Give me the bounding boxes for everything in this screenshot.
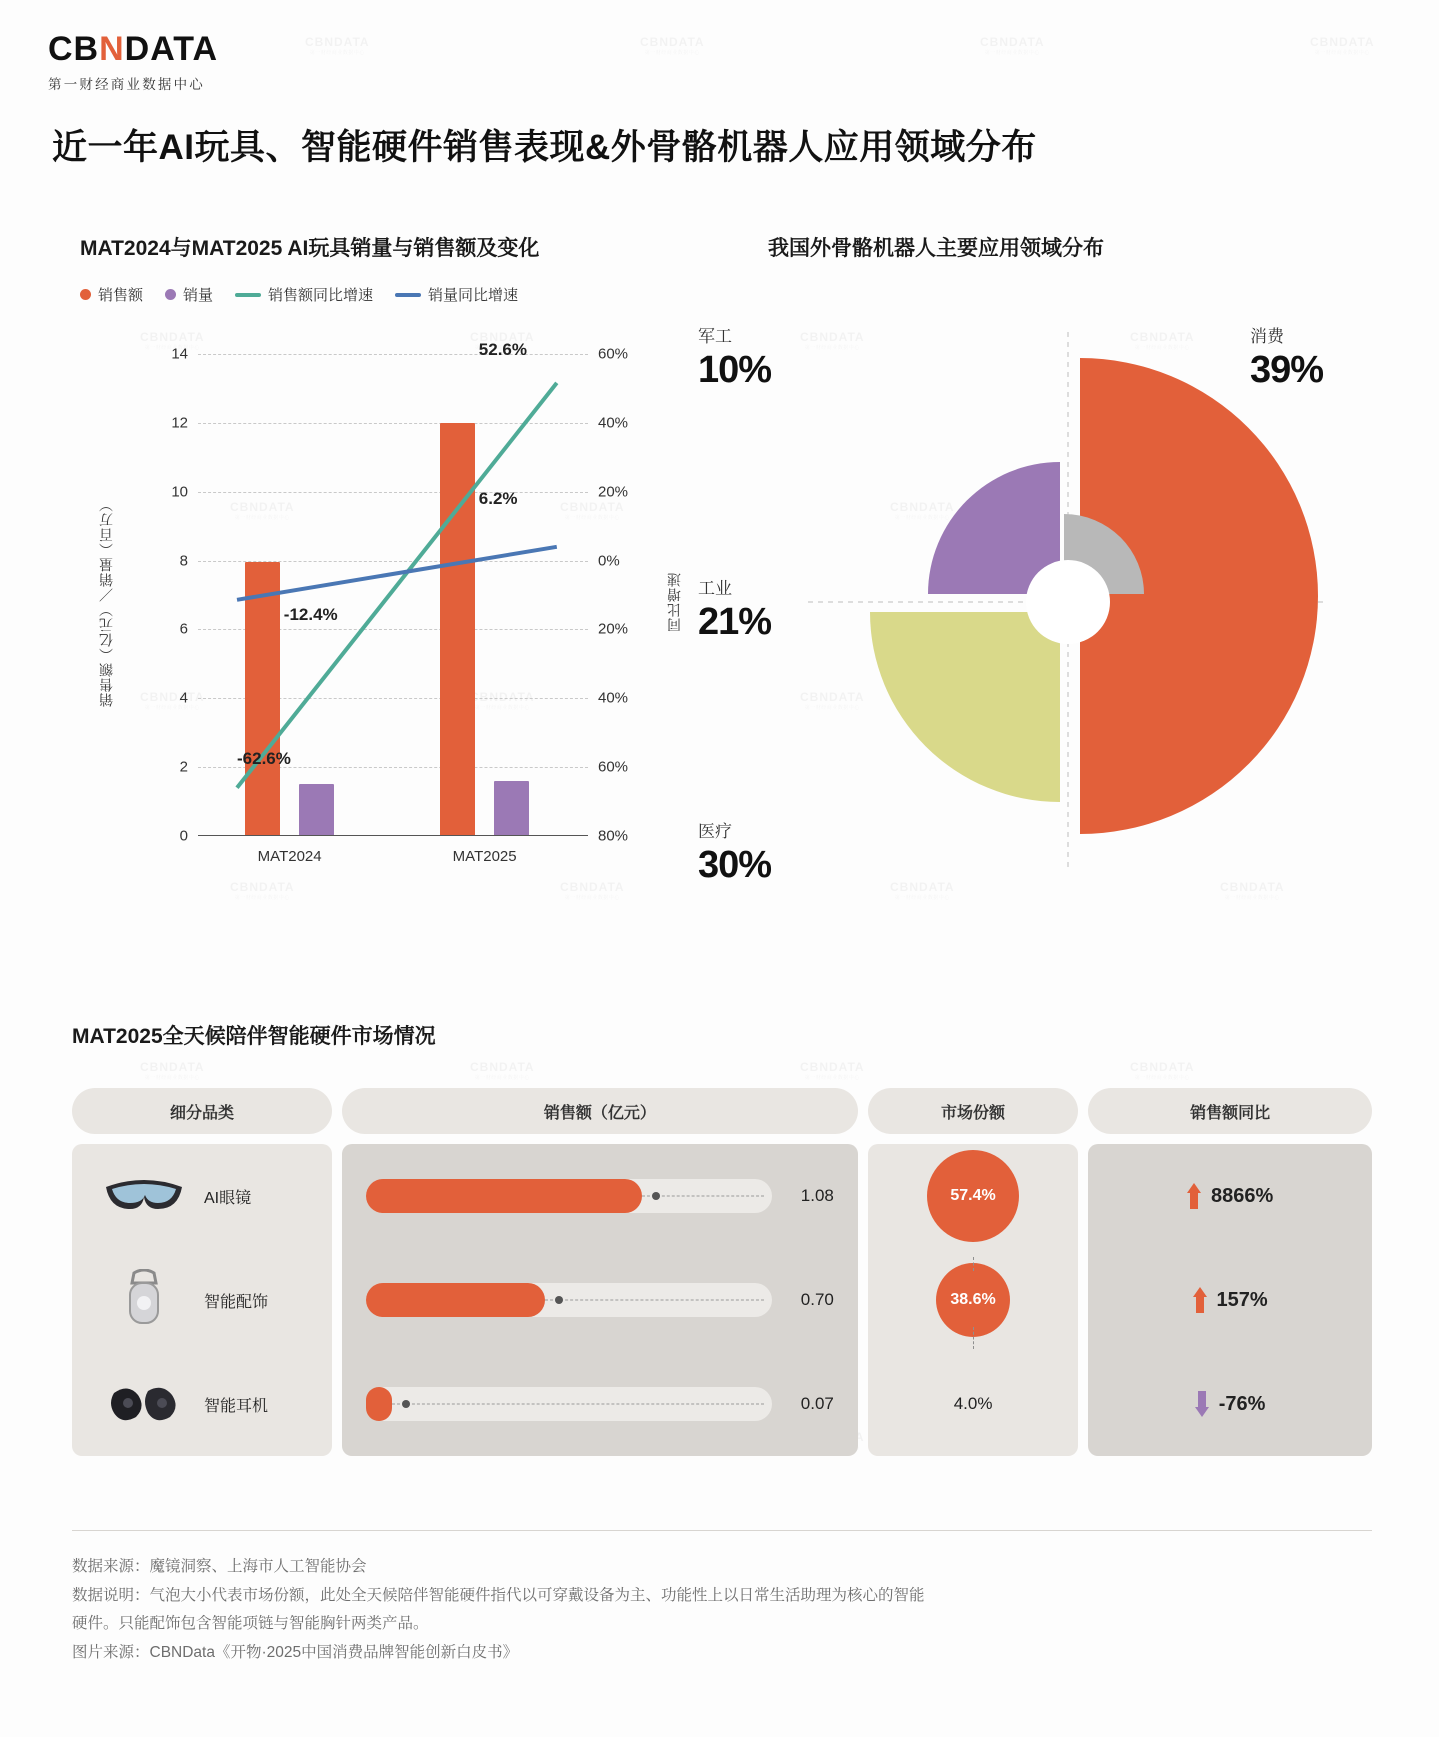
legend-label: 销售额 <box>98 287 144 304</box>
sales-bar-fill <box>366 1179 642 1213</box>
plot-region <box>98 332 682 872</box>
share-bubble: 57.4% <box>927 1150 1019 1242</box>
arrow-down-icon <box>1195 1391 1209 1417</box>
brand-logo <box>48 30 218 93</box>
footer-notes <box>72 1530 1372 1668</box>
table-title: MAT2025全天候陪伴智能硬件市场情况 <box>72 1025 436 1048</box>
annotation-amount-growth-2025: 52.6% <box>478 339 527 359</box>
logo-subtitle: 第一财经商业数据中心 <box>48 77 205 92</box>
table-row <box>868 1352 1078 1456</box>
watermark <box>980 35 1045 56</box>
table-row <box>868 1248 1078 1352</box>
y-tick-left: 14 <box>171 345 188 363</box>
table-row <box>1088 1352 1372 1456</box>
yoy-value: 8866% <box>1210 1184 1274 1207</box>
sales-bar-track <box>366 1179 772 1213</box>
y-tick-right: 20% <box>598 483 629 501</box>
logo-part-x: N <box>99 30 125 68</box>
rose-slice-consumer <box>1080 358 1318 834</box>
legend-label: 销量同比增速 <box>428 287 519 304</box>
rose-label-industry: 工业 21% <box>698 579 772 643</box>
column-header-share: 市场份额 <box>868 1088 1078 1134</box>
rose-label-military: 军工 10% <box>698 327 772 391</box>
y-tick-right: 60% <box>598 758 629 776</box>
legend-swatch-icon <box>165 289 176 300</box>
table-row <box>72 1352 332 1456</box>
bubble-connector <box>973 1327 974 1349</box>
sales-value: 0.07 <box>800 1394 834 1413</box>
sales-bar-connector <box>545 1300 764 1301</box>
legend-swatch-icon <box>80 289 91 300</box>
watermark <box>1310 35 1375 56</box>
table-row <box>1088 1144 1372 1248</box>
table-body <box>72 1144 1372 1456</box>
plot-area <box>171 339 629 865</box>
table-column-sales <box>342 1144 858 1456</box>
chart-legend-left <box>80 284 518 305</box>
footer-line-note-1: 数据说明：气泡大小代表市场份额，此处全天候陪伴智能硬件指代以可穿戴设备为主、功能性上以日常生活助理为核心的智能 <box>72 1586 925 1604</box>
table-column-share <box>868 1144 1078 1456</box>
y-tick-left: 12 <box>171 414 188 432</box>
y-tick-right: 20% <box>598 620 629 638</box>
hardware-market-table <box>72 1020 1372 1456</box>
chart-title-right: 我国外骨骼机器人主要应用领域分布 <box>768 237 1104 260</box>
arrow-up-icon <box>1193 1287 1207 1313</box>
table-column-category <box>72 1144 332 1456</box>
y-tick-right: 60% <box>598 345 629 363</box>
chart-title-left: MAT2024与MAT2025 AI玩具销量与销售额及变化 <box>80 237 540 260</box>
page-title: 近一年AI玩具、智能硬件销售表现&外骨骼机器人应用领域分布 <box>52 128 1037 167</box>
table-row <box>342 1248 858 1352</box>
table-header-row <box>72 1088 1372 1134</box>
logo-part-1: CB <box>48 30 100 68</box>
arrow-up-icon <box>1187 1183 1201 1209</box>
sales-bar-connector <box>642 1196 764 1197</box>
rose-svg <box>768 302 1368 902</box>
table-column-yoy <box>1088 1144 1372 1456</box>
sales-bar-dot <box>652 1192 660 1200</box>
watermark <box>305 35 370 56</box>
footer-line-note-2: 硬件。只能配饰包含智能项链与智能胸针两类产品。 <box>72 1615 429 1633</box>
y-tick-left: 4 <box>179 689 188 707</box>
annotation-amount-growth-2024: -62.6% <box>237 749 291 769</box>
y-axis-title-left: 销售额（亿元）／销量（百万） <box>98 497 114 707</box>
table-row <box>72 1248 332 1352</box>
sales-bar-fill <box>366 1283 545 1317</box>
y-tick-left: 8 <box>179 552 188 570</box>
footer-line-source: 数据来源：魔镜洞察、上海市人工智能协会 <box>72 1558 367 1575</box>
table-row <box>342 1144 858 1248</box>
sales-bar-track <box>366 1283 772 1317</box>
y-axis-title-right: 同比增速 <box>666 572 682 632</box>
ai-glasses-icon <box>98 1165 190 1227</box>
annotation-volume-growth-2025: 6.2% <box>478 488 518 508</box>
rose-label-consumer: 消费 39% <box>1250 327 1324 391</box>
legend-item-volume-growth <box>395 284 518 305</box>
y-tick-right: 0% <box>598 552 620 570</box>
category-label: AI眼镜 <box>204 1189 252 1207</box>
smart-accessory-icon <box>98 1269 190 1331</box>
line-volume-growth <box>237 547 557 600</box>
table-row <box>868 1144 1078 1248</box>
y-tick-left: 10 <box>171 483 188 501</box>
legend-label: 销量 <box>183 287 214 304</box>
legend-line-icon <box>235 293 261 297</box>
legend-item-sales-volume <box>165 284 213 305</box>
table-row <box>1088 1248 1372 1352</box>
y-tick-left: 2 <box>179 758 188 776</box>
y-tick-right: 80% <box>598 827 629 845</box>
share-bubble: 38.6% <box>936 1263 1010 1337</box>
x-tick-mat2025: MAT2025 <box>452 848 517 865</box>
sales-bar-fill <box>366 1387 392 1421</box>
table-row <box>342 1352 858 1456</box>
y-tick-left: 0 <box>179 827 188 845</box>
x-axis <box>198 835 588 836</box>
legend-item-sales-amount <box>80 284 143 305</box>
y-tick-right: 40% <box>598 689 629 707</box>
yoy-value: 157% <box>1216 1288 1268 1311</box>
rose-label-medical: 医疗 30% <box>698 822 772 886</box>
smart-earbuds-icon <box>98 1373 190 1435</box>
table-row <box>72 1144 332 1248</box>
exoskeleton-chart <box>698 232 1368 922</box>
sales-bar-dot <box>402 1400 410 1408</box>
column-header-yoy: 销售额同比 <box>1088 1088 1372 1134</box>
watermark <box>640 35 705 56</box>
sales-bar-dot <box>555 1296 563 1304</box>
logo-wordmark <box>48 30 218 69</box>
footer-line-image-source: 图片来源：CBNData《开物·2025中国消费品牌智能创新白皮书》 <box>72 1644 519 1662</box>
y-tick-right: 40% <box>598 414 629 432</box>
rose-slice-medical <box>870 612 1060 802</box>
legend-label: 销售额同比增速 <box>268 287 374 304</box>
column-header-category: 细分品类 <box>72 1088 332 1134</box>
legend-line-icon <box>395 293 421 297</box>
yoy-value: -76% <box>1218 1392 1266 1415</box>
rose-center-hole <box>1026 560 1110 644</box>
sales-bar-connector <box>392 1404 764 1405</box>
category-label: 智能配饰 <box>204 1293 269 1311</box>
y-tick-left: 6 <box>179 620 188 638</box>
rose-chart <box>698 302 1368 902</box>
annotation-volume-growth-2024: -12.4% <box>283 604 338 624</box>
x-tick-mat2024: MAT2024 <box>257 848 322 865</box>
line-amount-growth <box>237 383 557 788</box>
sales-value: 0.70 <box>800 1290 834 1309</box>
ai-toy-sales-chart <box>80 232 700 922</box>
category-label: 智能耳机 <box>204 1397 269 1415</box>
legend-item-amount-growth <box>235 284 373 305</box>
sales-bar-track <box>366 1387 772 1421</box>
share-value: 4.0% <box>953 1394 993 1413</box>
column-header-sales: 销售额（亿元） <box>342 1088 858 1134</box>
logo-part-2: DATA <box>124 30 219 68</box>
bubble-connector <box>973 1257 974 1271</box>
sales-value: 1.08 <box>800 1186 834 1205</box>
